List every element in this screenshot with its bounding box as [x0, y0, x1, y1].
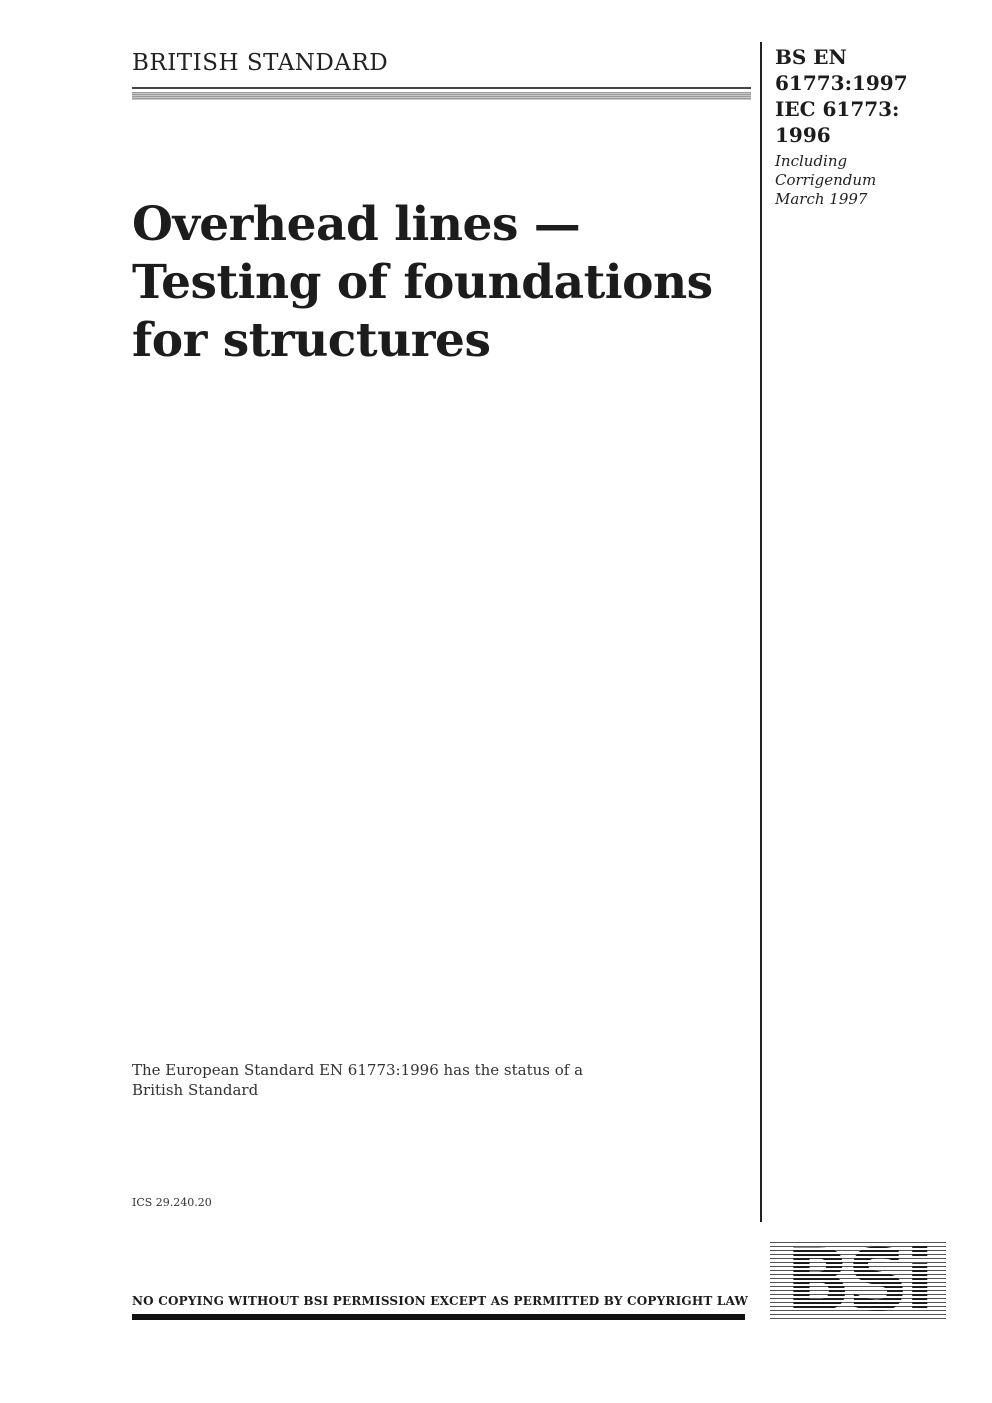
standard-reference — [775, 44, 985, 209]
corrigendum-note — [775, 152, 985, 209]
series-label: BRITISH STANDARD — [132, 50, 389, 76]
ics-code: ICS 29.240.20 — [132, 1196, 212, 1209]
status-line: British Standard — [132, 1081, 259, 1099]
bsi-logo — [770, 1242, 946, 1320]
reference-line: BS EN — [775, 45, 847, 69]
title-line: Overhead lines — — [132, 197, 581, 252]
header-shaded-rule — [132, 92, 751, 100]
reference-line: 1996 — [775, 123, 831, 147]
copyright-notice: NO COPYING WITHOUT BSI PERMISSION EXCEPT AS PERMITTED BY COPYRIGHT LAW — [132, 1294, 749, 1308]
reference-line: IEC 61773: — [775, 97, 900, 121]
title-line: for structures — [132, 313, 491, 368]
status-line: The European Standard EN 61773:1996 has the status of a — [132, 1061, 584, 1079]
note-line: Corrigendum — [775, 171, 877, 189]
title-line: Testing of foundations — [132, 255, 713, 310]
footer-rule — [132, 1314, 745, 1320]
reference-line: 61773:1997 — [775, 71, 908, 95]
column-divider — [760, 42, 762, 1222]
document-title — [132, 196, 752, 370]
bsi-logo-letters: BSi — [785, 1242, 931, 1320]
note-line: March 1997 — [775, 190, 868, 208]
header-rule — [132, 87, 751, 89]
status-statement — [132, 1060, 583, 1100]
note-line: Including — [775, 152, 848, 170]
